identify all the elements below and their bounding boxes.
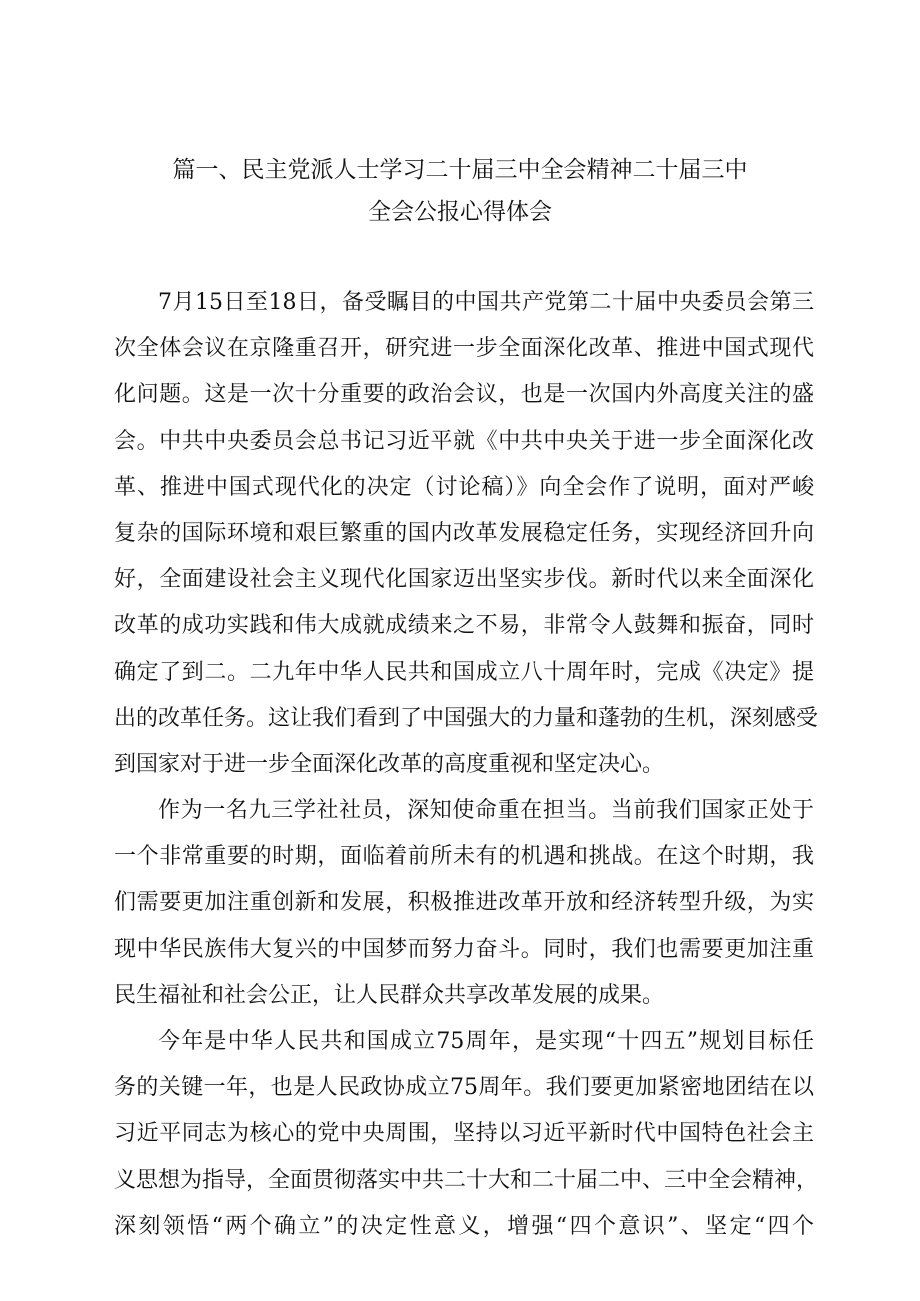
paragraph-line: 好，全面建设社会主义现代化国家迈出坚实步伐。新时代以来全面深化 bbox=[114, 567, 814, 593]
paragraph-line: 到国家对于进一步全面深化改革的高度重视和坚定决心。 bbox=[114, 751, 665, 777]
paragraph-line: 革、推进中国式现代化的决定（讨论稿）》向全会作了说明，面对严峻 bbox=[114, 474, 814, 500]
document-body bbox=[114, 280, 819, 1250]
paragraph-line: 们需要更加注重创新和发展，积极推进改革开放和经济转型升级，为实 bbox=[114, 890, 814, 916]
paragraph-line: 7月15日至18日，备受瞩目的中国共产党第二十届中央委员会第三 bbox=[158, 290, 814, 315]
paragraph-line: 义思想为指导，全面贯彻落实中共二十大和二十届二中、三中全会精神， bbox=[114, 1167, 819, 1193]
paragraph-line: 一个非常重要的时期，面临着前所未有的机遇和挑战。在这个时期，我 bbox=[114, 844, 814, 870]
paragraph-line: 深刻领悟“两个确立”的决定性意义，增强“四个意识”、坚定“四个 bbox=[114, 1213, 814, 1239]
paragraph-2 bbox=[114, 788, 814, 1019]
paragraph-line: 民生福祉和社会公正，让人民群众共享改革发展的成果。 bbox=[114, 982, 665, 1008]
paragraph-line: 改革的成功实践和伟大成就成绩来之不易，非常令人鼓舞和振奋，同时 bbox=[114, 613, 814, 639]
paragraph-line: 现中华民族伟大复兴的中国梦而努力奋斗。同时，我们也需要更加注重 bbox=[114, 936, 814, 962]
paragraph-1 bbox=[114, 280, 819, 788]
document-title-line-2: 全会公报心得体会 bbox=[368, 199, 552, 225]
paragraph-line: 次全体会议在京隆重召开，研究进一步全面深化改革、推进中国式现代 bbox=[114, 336, 814, 362]
paragraph-line: 化问题。这是一次十分重要的政治会议，也是一次国内外高度关注的盛 bbox=[114, 382, 814, 408]
paragraph-line: 作为一名九三学社社员，深知使命重在担当。当前我们国家正处于 bbox=[158, 798, 814, 824]
paragraph-line: 今年是中华人民共和国成立75周年，是实现“十四五”规划目标任 bbox=[158, 1029, 814, 1054]
paragraph-line: 习近平同志为核心的党中央周围，坚持以习近平新时代中国特色社会主 bbox=[114, 1121, 814, 1147]
paragraph-line: 出的改革任务。这让我们看到了中国强大的力量和蓬勃的生机，深刻感受 bbox=[114, 705, 819, 731]
paragraph-line: 务的关键一年，也是人民政协成立75周年。我们要更加紧密地团结在以 bbox=[114, 1075, 814, 1101]
paragraph-line: 复杂的国际环境和艰巨繁重的国内改革发展稳定任务，实现经济回升向 bbox=[114, 520, 814, 546]
paragraph-line: 确定了到二。二九年中华人民共和国成立八十周年时，完成《决定》提 bbox=[114, 659, 814, 685]
document-title-line-1: 篇一、民主党派人士学习二十届三中全会精神二十届三中 bbox=[172, 157, 748, 183]
paragraph-line: 会。中共中央委员会总书记习近平就《中共中央关于进一步全面深化改 bbox=[114, 428, 814, 454]
paragraph-3 bbox=[114, 1019, 819, 1250]
